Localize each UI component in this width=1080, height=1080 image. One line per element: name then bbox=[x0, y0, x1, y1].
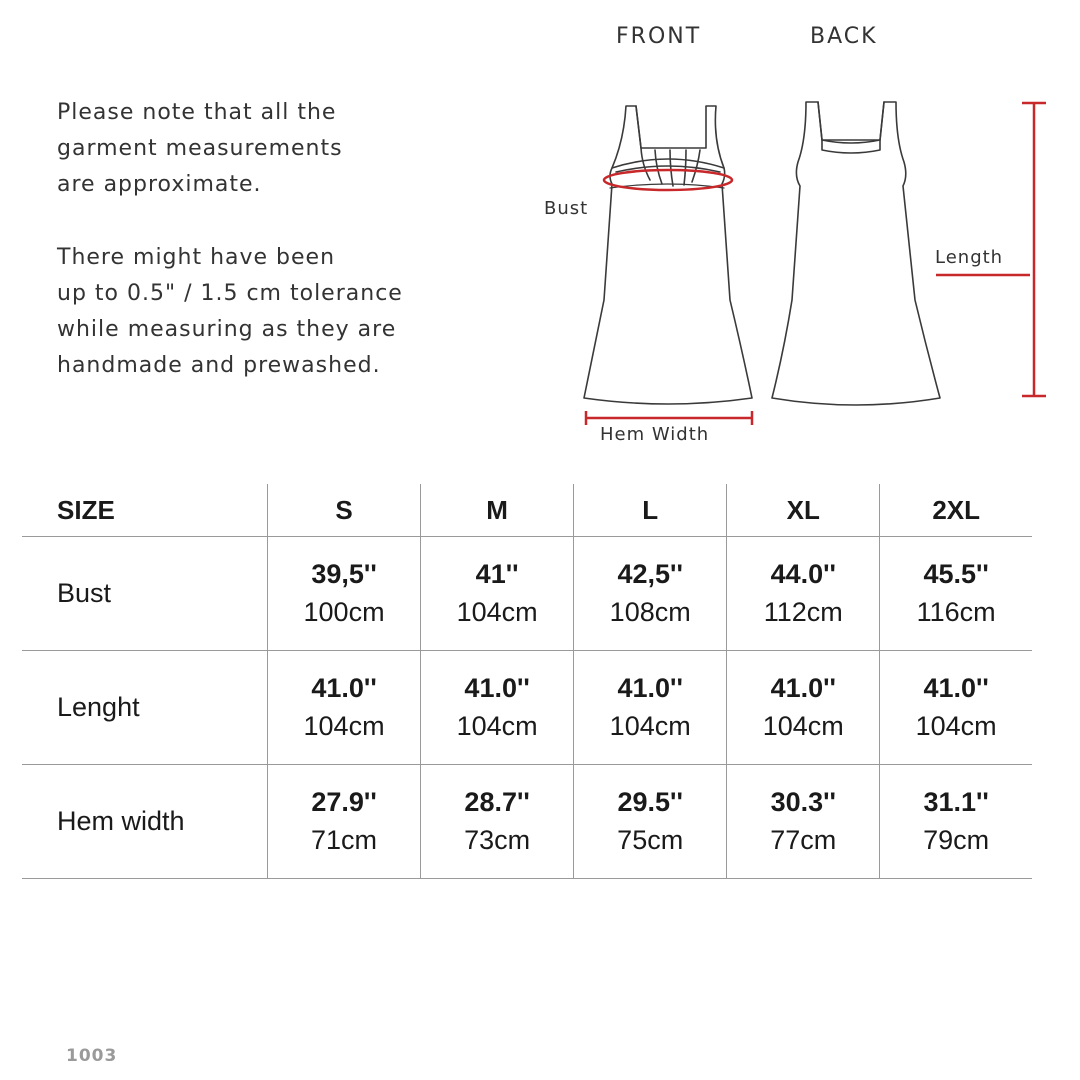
table-cell bbox=[574, 765, 727, 879]
table-cell bbox=[727, 765, 880, 879]
value-cm: 116cm bbox=[916, 596, 996, 627]
back-dress-illustration bbox=[772, 102, 940, 405]
value-inches: 27.9'' bbox=[311, 786, 377, 817]
table-row bbox=[22, 537, 1032, 651]
table-row bbox=[22, 651, 1032, 765]
value-inches: 29.5'' bbox=[617, 786, 683, 817]
front-dress-illustration bbox=[584, 106, 752, 404]
note-line: Please note that all the bbox=[57, 100, 337, 125]
table-row bbox=[22, 765, 1032, 879]
table-header-row bbox=[22, 484, 1032, 537]
front-label: FRONT bbox=[616, 24, 702, 49]
note-line: handmade and prewashed. bbox=[57, 353, 381, 378]
value-cm: 104cm bbox=[456, 596, 538, 627]
row-label-hem-width: Hem width bbox=[22, 765, 268, 879]
table-cell bbox=[421, 537, 574, 651]
value-cm: 104cm bbox=[915, 710, 997, 741]
value-cm: 75cm bbox=[617, 824, 684, 855]
bust-label: Bust bbox=[544, 198, 589, 219]
header-size: SIZE bbox=[22, 484, 268, 537]
table-cell bbox=[880, 651, 1032, 765]
dress-diagram bbox=[0, 0, 1080, 470]
table-cell bbox=[727, 651, 880, 765]
value-inches: 31.1'' bbox=[923, 786, 989, 817]
table-cell bbox=[421, 765, 574, 879]
table-cell bbox=[421, 651, 574, 765]
note-line: are approximate. bbox=[57, 172, 262, 197]
value-cm: 73cm bbox=[464, 824, 531, 855]
value-inches: 41.0'' bbox=[617, 672, 683, 703]
header-xl: XL bbox=[727, 484, 880, 537]
value-inches: 41.0'' bbox=[464, 672, 530, 703]
size-chart-table bbox=[22, 484, 1032, 879]
value-cm: 79cm bbox=[923, 824, 990, 855]
value-cm: 104cm bbox=[762, 710, 844, 741]
row-label-bust: Bust bbox=[22, 537, 268, 651]
header-l: L bbox=[574, 484, 727, 537]
value-inches: 41'' bbox=[475, 558, 519, 589]
value-inches: 41.0'' bbox=[311, 672, 377, 703]
value-inches: 39,5'' bbox=[311, 558, 377, 589]
table-cell bbox=[268, 651, 421, 765]
value-inches: 30.3'' bbox=[770, 786, 836, 817]
value-cm: 112cm bbox=[763, 596, 843, 627]
hem-width-label: Hem Width bbox=[600, 424, 710, 445]
table-cell bbox=[880, 765, 1032, 879]
table-cell bbox=[574, 537, 727, 651]
value-cm: 100cm bbox=[303, 596, 385, 627]
value-cm: 108cm bbox=[609, 596, 691, 627]
table-cell bbox=[268, 537, 421, 651]
value-cm: 104cm bbox=[609, 710, 691, 741]
length-label: Length bbox=[935, 247, 1004, 268]
table-cell bbox=[880, 537, 1032, 651]
row-label-length: Lenght bbox=[22, 651, 268, 765]
value-cm: 104cm bbox=[303, 710, 385, 741]
hem-measure-line bbox=[586, 411, 752, 425]
value-cm: 77cm bbox=[770, 824, 837, 855]
value-inches: 44.0'' bbox=[770, 558, 836, 589]
value-inches: 42,5'' bbox=[617, 558, 683, 589]
header-m: M bbox=[421, 484, 574, 537]
note-line: There might have been bbox=[57, 245, 336, 270]
product-code: 1003 bbox=[66, 1046, 118, 1066]
back-label: BACK bbox=[810, 24, 878, 49]
note-line: up to 0.5" / 1.5 cm tolerance bbox=[57, 281, 403, 306]
value-inches: 45.5'' bbox=[923, 558, 989, 589]
table-cell bbox=[727, 537, 880, 651]
header-2xl: 2XL bbox=[880, 484, 1032, 537]
value-cm: 71cm bbox=[311, 824, 378, 855]
value-inches: 28.7'' bbox=[464, 786, 530, 817]
table-cell bbox=[268, 765, 421, 879]
note-line: while measuring as they are bbox=[57, 317, 397, 342]
header-s: S bbox=[268, 484, 421, 537]
value-inches: 41.0'' bbox=[923, 672, 989, 703]
note-line: garment measurements bbox=[57, 136, 343, 161]
bust-measure-line bbox=[604, 170, 732, 190]
value-inches: 41.0'' bbox=[770, 672, 836, 703]
value-cm: 104cm bbox=[456, 710, 538, 741]
table-cell bbox=[574, 651, 727, 765]
